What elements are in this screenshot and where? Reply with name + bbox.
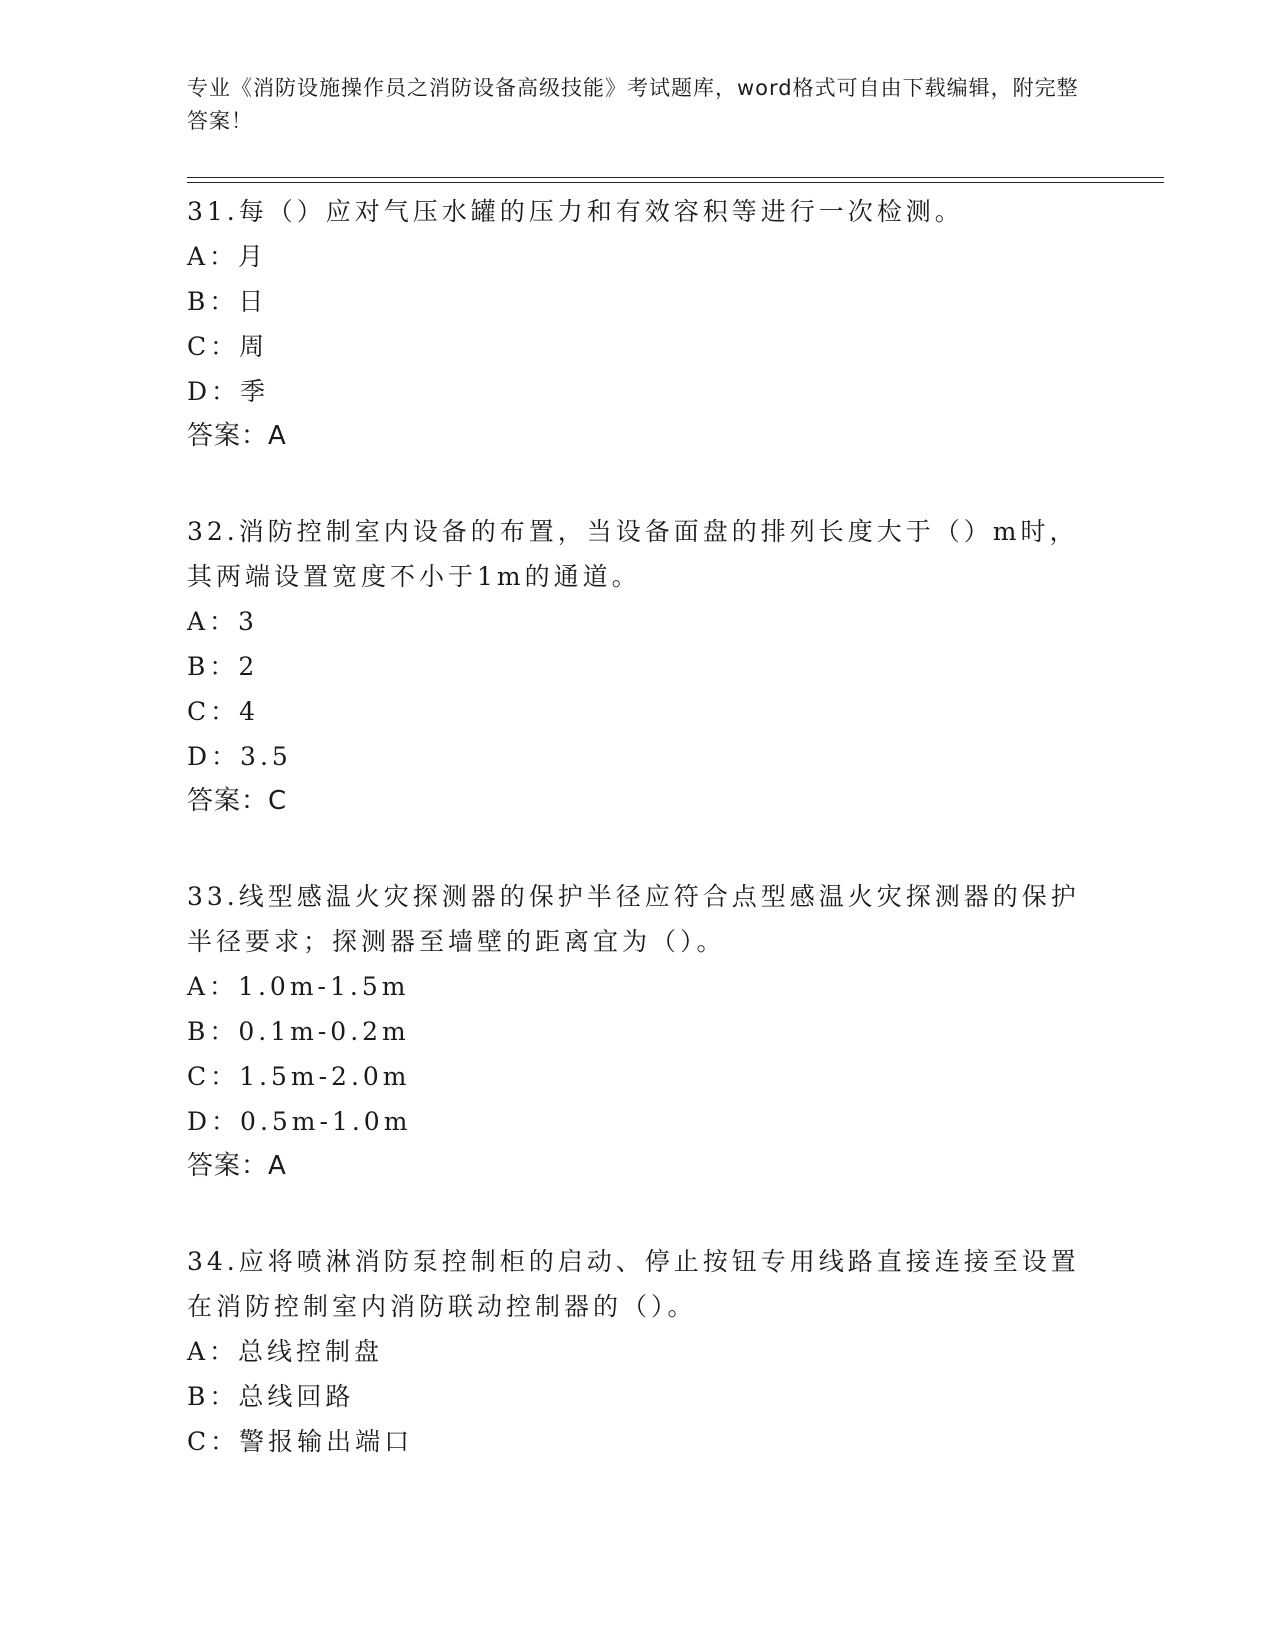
option-d: D：3.5 — [187, 742, 292, 771]
question-stem: 34.应将喷淋消防泵控制柜的启动、停止按钮专用线路直接连接至设置在消防控制室内消防联动控制器的（）。 — [187, 1247, 1080, 1321]
option-a: A：总线控制盘 — [187, 1337, 384, 1366]
question-34 — [187, 1239, 1087, 1464]
header-divider-bottom — [187, 182, 1164, 183]
answer: 答案：A — [187, 1151, 287, 1181]
question-stem: 33.线型感温火灾探测器的保护半径应符合点型感温火灾探测器的保护半径要求；探测器至墙壁的距离宜为（）。 — [187, 882, 1080, 956]
option-a: A：3 — [187, 607, 258, 636]
option-b: B：日 — [187, 287, 268, 316]
header-divider-top — [187, 177, 1164, 178]
option-d: D：0.5m-1.0m — [187, 1107, 412, 1136]
answer: 答案：A — [187, 421, 287, 451]
question-stem: 31.每（）应对气压水罐的压力和有效容积等进行一次检测。 — [187, 197, 964, 226]
question-stem: 32.消防控制室内设备的布置，当设备面盘的排列长度大于（）m时，其两端设置宽度不小于1m的通道。 — [187, 517, 1079, 591]
question-32 — [187, 509, 1087, 824]
question-31 — [187, 189, 1087, 459]
option-d: D：季 — [187, 377, 270, 406]
option-a: A：1.0m-1.5m — [187, 972, 410, 1001]
answer: 答案：C — [187, 786, 288, 816]
option-b: B：2 — [187, 652, 259, 681]
option-a: A：月 — [187, 242, 268, 271]
option-c: C：警报输出端口 — [187, 1427, 414, 1456]
option-c: C：4 — [187, 697, 260, 726]
option-c: C：1.5m-2.0m — [187, 1062, 411, 1091]
option-b: B：0.1m-0.2m — [187, 1017, 410, 1046]
option-c: C：周 — [187, 332, 269, 361]
document-header: 专业《消防设施操作员之消防设备高级技能》考试题库，word格式可自由下载编辑，附完整答案！ — [187, 76, 1079, 133]
option-b: B：总线回路 — [187, 1382, 355, 1411]
question-33 — [187, 874, 1087, 1189]
